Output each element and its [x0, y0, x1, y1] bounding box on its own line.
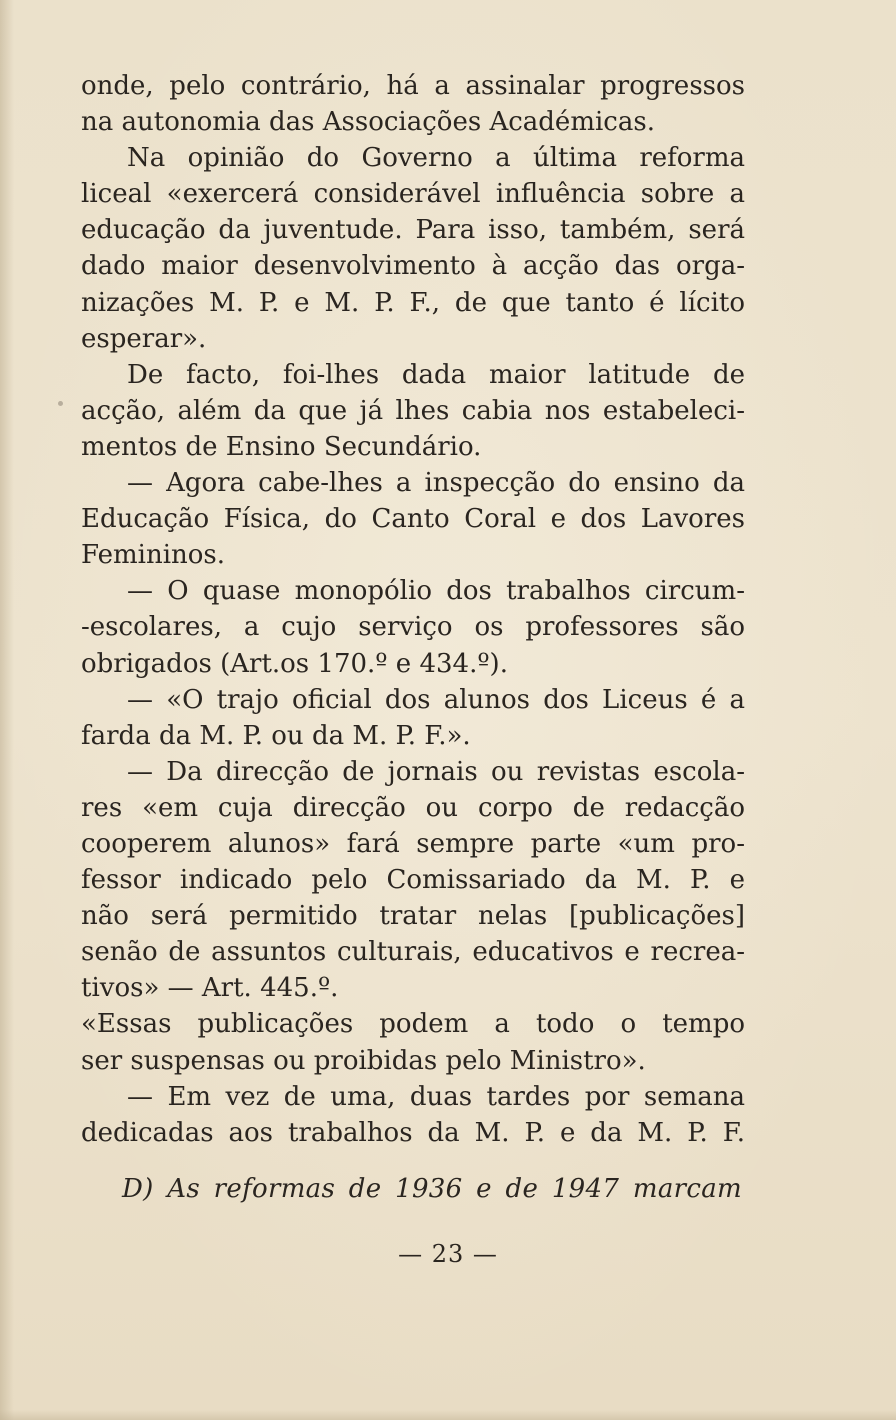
text-line: fessor indicado pelo Comissariado da M. P. e: [81, 865, 745, 896]
text-line: não será permitido tratar nelas [publicações]: [81, 901, 745, 932]
text-line: dado maior desenvolvimento à acção das orga-: [81, 251, 745, 282]
text-line: De facto, foi-lhes dada maior latitude de: [127, 359, 745, 390]
section-heading: D) As reformas de 1936 e de 1947 marcam: [122, 1174, 742, 1204]
page-number: — 23 —: [398, 1240, 498, 1268]
text-line: Educação Física, do Canto Coral e dos Lavores: [81, 504, 745, 535]
text-line: «Essas publicações podem a todo o tempo: [81, 1009, 745, 1040]
text-line: — Em vez de uma, duas tardes por semana: [127, 1081, 745, 1112]
text-line: farda da M. P. ou da M. P. F.».: [81, 720, 471, 751]
text-line: obrigados (Art.os 170.º e 434.º).: [81, 648, 508, 679]
text-line: senão de assuntos culturais, educativos e recrea-: [81, 937, 745, 968]
text-line: liceal «exercerá considerável influência sobre a: [81, 179, 745, 210]
text-line: educação da juventude. Para isso, também, será: [81, 215, 745, 246]
text-line: tivos» — Art. 445.º.: [81, 973, 339, 1004]
text-line: mentos de Ensino Secundário.: [81, 431, 482, 462]
text-line: nizações M. P. e M. P. F., de que tanto é lícito: [81, 287, 745, 318]
paper-speck: [58, 401, 63, 406]
text-line: esperar».: [81, 323, 207, 354]
text-line: onde, pelo contrário, há a assinalar progressos: [81, 71, 745, 101]
text-line: cooperem alunos» fará sempre parte «um pro-: [81, 828, 745, 859]
text-line: — Da direcção de jornais ou revistas escola-: [127, 756, 745, 787]
text-line: Femininos.: [81, 540, 226, 571]
text-line: — O quase monopólio dos trabalhos circum-: [127, 576, 745, 607]
body-text: [81, 68, 745, 1151]
text-line: Na opinião do Governo a última reforma: [127, 143, 745, 174]
text-line: -escolares, a cujo serviço os professores são: [81, 612, 745, 643]
text-line: na autonomia das Associações Académicas.: [81, 107, 655, 138]
text-line: acção, além da que já lhes cabia nos estabeleci-: [81, 395, 745, 426]
text-line: ser suspensas ou proibidas pelo Ministro».: [81, 1045, 646, 1076]
text-line: — Agora cabe-lhes a inspecção do ensino da: [127, 468, 745, 499]
text-line: res «em cuja direcção ou corpo de redacção: [81, 792, 745, 823]
text-line: — «O trajo oficial dos alunos dos Liceus é a: [127, 684, 745, 715]
text-line: dedicadas aos trabalhos da M. P. e da M. P. F.: [81, 1117, 745, 1148]
